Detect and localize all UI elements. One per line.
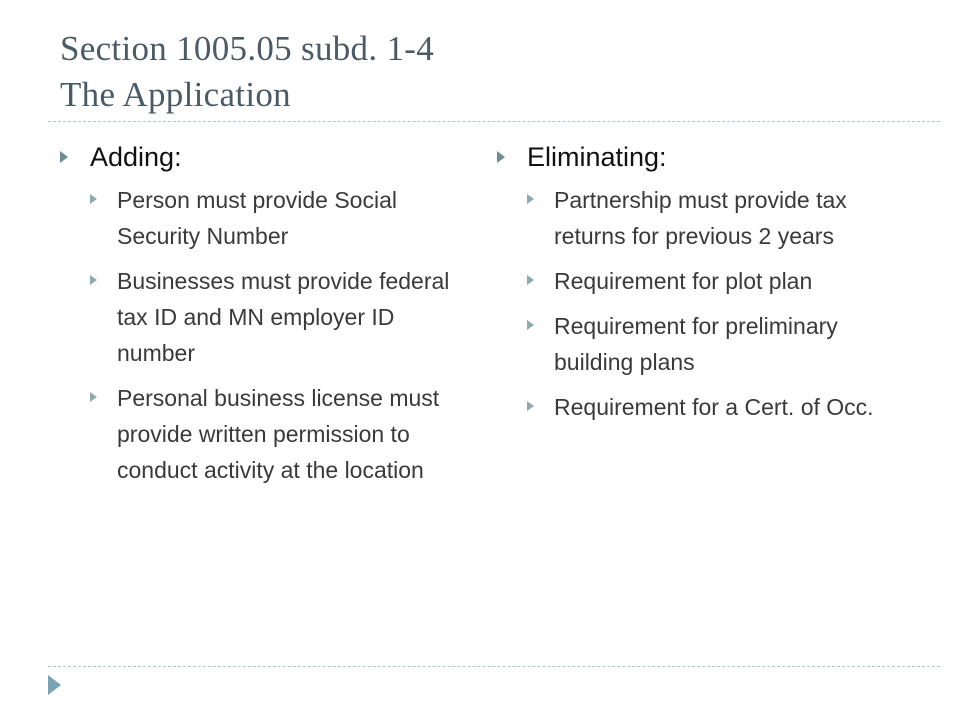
bullet-icon [527, 401, 534, 411]
left-list-item [90, 263, 460, 371]
right-list-item-text: Requirement for a Cert. of Occ. [554, 394, 874, 420]
slide-title-line-2: The Application [60, 75, 291, 114]
right-list-item [527, 182, 907, 254]
right-heading: Eliminating: [527, 142, 667, 172]
bullet-icon [60, 151, 68, 163]
bullet-icon [527, 320, 534, 330]
footer-arrow-icon [48, 675, 61, 695]
bullet-icon [90, 194, 97, 204]
bullet-icon [527, 275, 534, 285]
left-heading-item [60, 140, 460, 174]
right-heading-item [497, 140, 907, 174]
bottom-divider [48, 666, 940, 667]
bullet-icon [527, 194, 534, 204]
slide-title [60, 26, 920, 118]
right-list-item [527, 263, 907, 299]
right-list-item-text: Requirement for plot plan [554, 268, 813, 294]
right-list-item-text: Requirement for preliminary building plans [554, 313, 838, 375]
slide-title-line-1: Section 1005.05 subd. 1-4 [60, 29, 435, 68]
bullet-icon [497, 151, 505, 163]
left-list-item-text: Businesses must provide federal tax ID and MN employer ID number [117, 268, 450, 366]
left-column [60, 140, 460, 497]
left-heading: Adding: [90, 142, 182, 172]
left-list-item-text: Person must provide Social Security Number [117, 187, 397, 249]
bullet-icon [90, 275, 97, 285]
right-list-item-text: Partnership must provide tax returns for previous 2 years [554, 187, 847, 249]
top-divider [48, 121, 940, 122]
left-list-item [90, 182, 460, 254]
bullet-icon [90, 392, 97, 402]
left-list-item-text: Personal business license must provide written permission to conduct activity at the location [117, 385, 440, 483]
left-list-item [90, 380, 460, 488]
right-column [497, 140, 907, 434]
right-list-item [527, 308, 907, 380]
right-list-item [527, 389, 907, 425]
